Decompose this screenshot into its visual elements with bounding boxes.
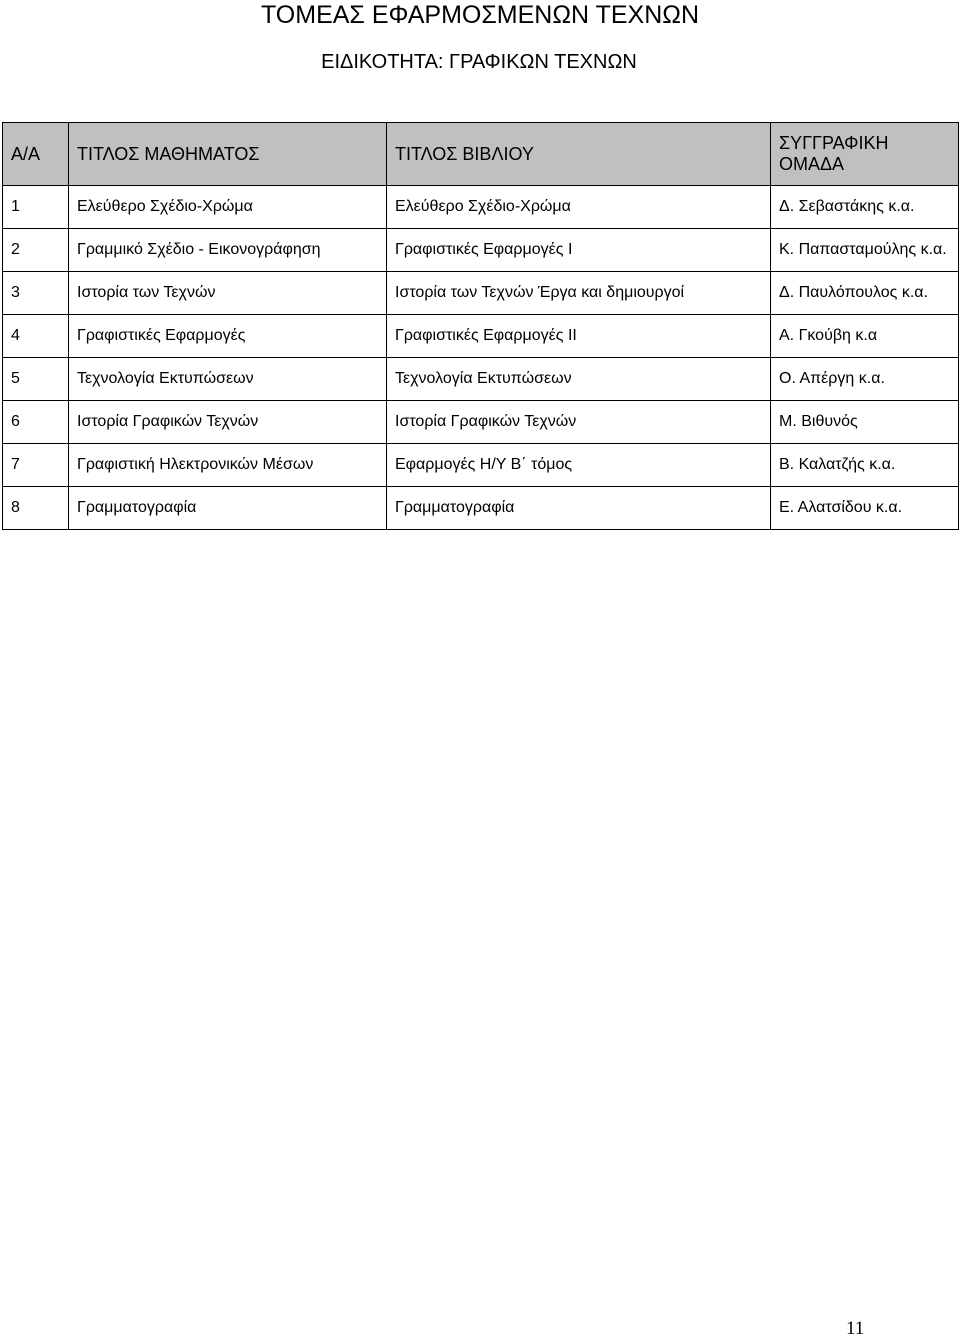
book-title: Γραφιστικές Εφαρμογές ΙΙ [387, 315, 771, 358]
authors: Β. Καλατζής κ.α. [771, 444, 959, 487]
row-number: 3 [3, 272, 69, 315]
authors: Ε. Αλατσίδου κ.α. [771, 487, 959, 530]
table-row [3, 272, 959, 315]
page-number: 11 [846, 1318, 865, 1339]
table-row [3, 487, 959, 530]
course-title: Γραφιστική Ηλεκτρονικών Μέσων [69, 444, 387, 487]
table-row [3, 358, 959, 401]
course-title: Τεχνολογία Εκτυπώσεων [69, 358, 387, 401]
book-title: Ελεύθερο Σχέδιο-Χρώμα [387, 186, 771, 229]
row-number: 7 [3, 444, 69, 487]
authors: Α. Γκούβη κ.α [771, 315, 959, 358]
table-row [3, 444, 959, 487]
course-title: Γραμμικό Σχέδιο - Εικονογράφηση [69, 229, 387, 272]
authors: Δ. Παυλόπουλος κ.α. [771, 272, 959, 315]
course-title: Ιστορία των Τεχνών [69, 272, 387, 315]
table-row [3, 315, 959, 358]
column-header-course: ΤΙΤΛΟΣ ΜΑΘΗΜΑΤΟΣ [69, 123, 387, 186]
row-number: 6 [3, 401, 69, 444]
table-row [3, 229, 959, 272]
book-title: Γραμματογραφία [387, 487, 771, 530]
course-title: Γραμματογραφία [69, 487, 387, 530]
row-number: 1 [3, 186, 69, 229]
course-title: Ιστορία Γραφικών Τεχνών [69, 401, 387, 444]
row-number: 8 [3, 487, 69, 530]
page-title: ΤΟΜΕΑΣ ΕΦΑΡΜΟΣΜΕΝΩΝ ΤΕΧΝΩΝ [260, 1, 700, 29]
course-title: Γραφιστικές Εφαρμογές [69, 315, 387, 358]
books-table [2, 122, 959, 530]
column-header-authors: ΣΥΓΓΡΑΦΙΚΗ ΟΜΑΔΑ [771, 123, 959, 186]
row-number: 4 [3, 315, 69, 358]
course-title: Ελεύθερο Σχέδιο-Χρώμα [69, 186, 387, 229]
table-row [3, 186, 959, 229]
page-subtitle: ΕΙΔΙΚΟΤΗΤΑ: ΓΡΑΦΙΚΩΝ ΤΕΧΝΩΝ [321, 51, 637, 73]
column-header-book: ΤΙΤΛΟΣ ΒΙΒΛΙΟΥ [387, 123, 771, 186]
row-number: 2 [3, 229, 69, 272]
table-header-row [3, 123, 959, 186]
book-title: Γραφιστικές Εφαρμογές Ι [387, 229, 771, 272]
book-title: Ιστορία Γραφικών Τεχνών [387, 401, 771, 444]
book-title: Εφαρμογές Η/Υ Β΄ τόμος [387, 444, 771, 487]
book-title: Ιστορία των Τεχνών Έργα και δημιουργοί [387, 272, 771, 315]
authors: Δ. Σεβαστάκης κ.α. [771, 186, 959, 229]
row-number: 5 [3, 358, 69, 401]
authors: Κ. Παπασταμούλης κ.α. [771, 229, 959, 272]
table-row [3, 401, 959, 444]
authors: Ο. Απέργη κ.α. [771, 358, 959, 401]
book-title: Τεχνολογία Εκτυπώσεων [387, 358, 771, 401]
authors: Μ. Βιθυνός [771, 401, 959, 444]
column-header-no: Α/Α [3, 123, 69, 186]
